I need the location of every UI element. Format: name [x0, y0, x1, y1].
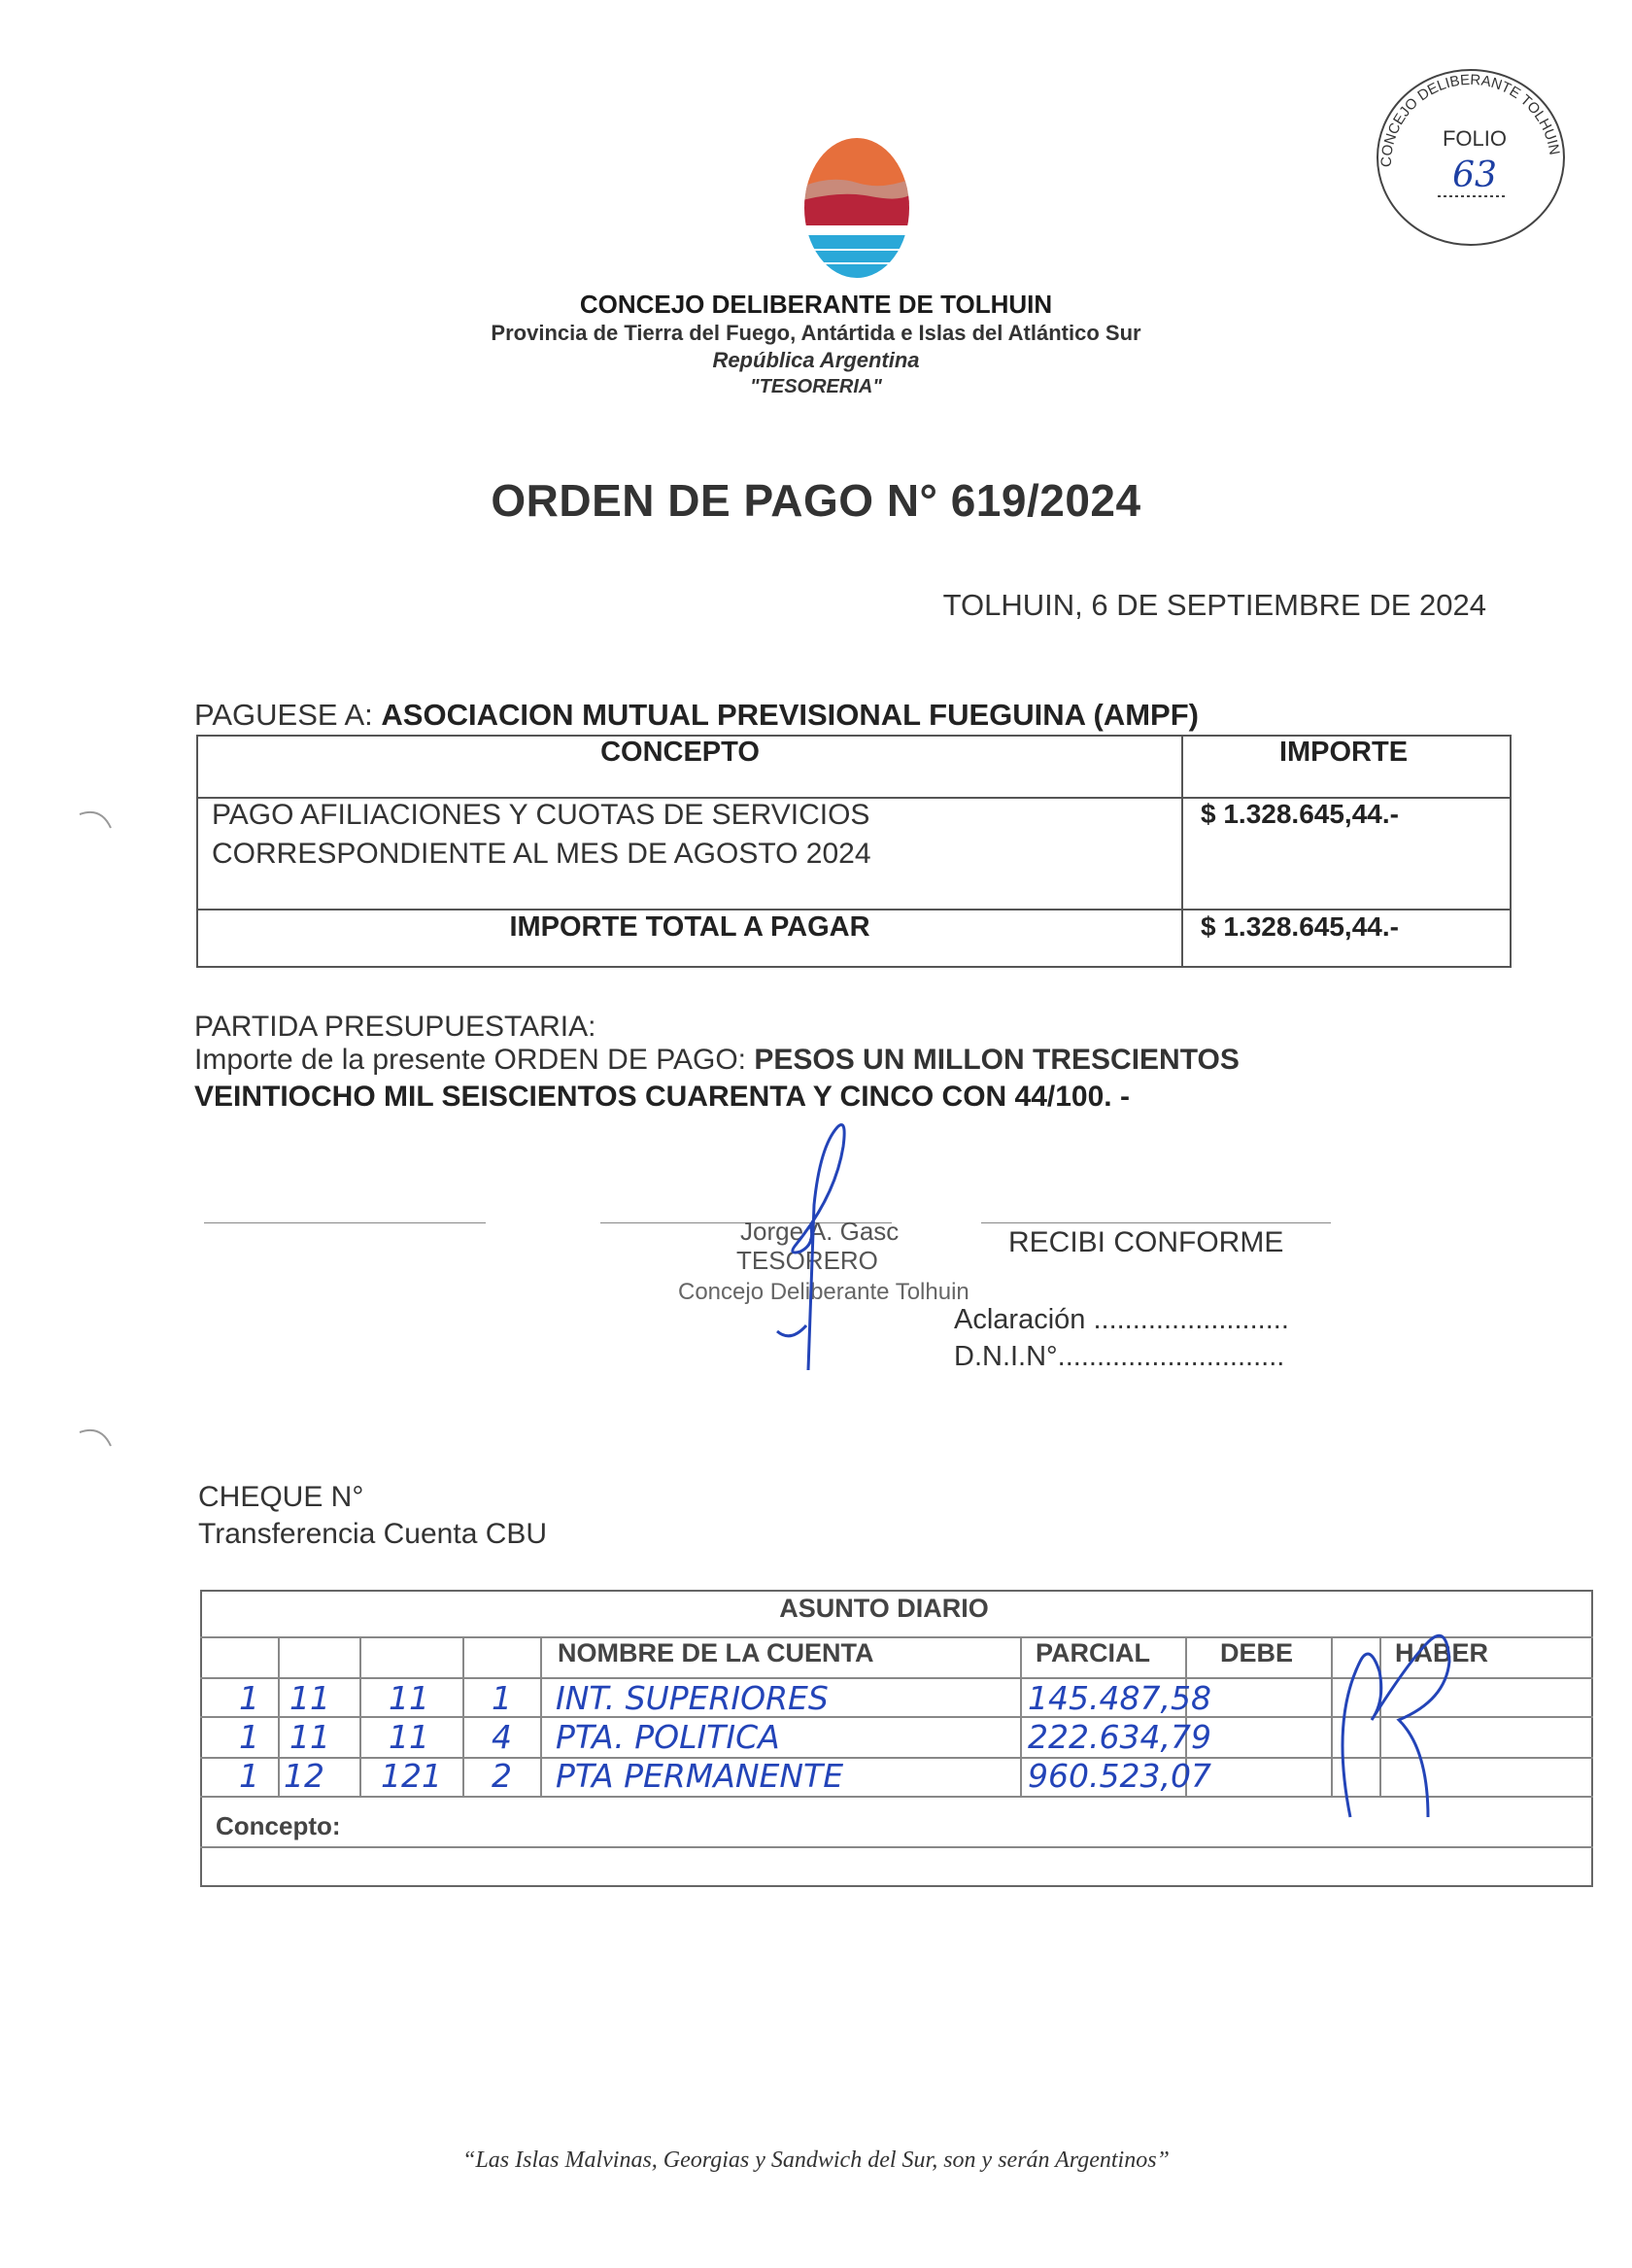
journal-code-3: 11 [389, 1718, 429, 1756]
concept-amount: $ 1.328.645,44.- [1201, 799, 1399, 829]
journal-code-3: 121 [381, 1757, 442, 1795]
concept-table-divider [196, 909, 1512, 911]
journal-code-4: 1 [492, 1679, 512, 1717]
journal-partial: 960.523,07 [1028, 1757, 1211, 1795]
journal-code-2: 11 [289, 1718, 330, 1756]
signature-stamp-name: Jorge A. Gasc [740, 1217, 900, 1246]
journal-code-1: 1 [239, 1679, 259, 1717]
council-logo [802, 136, 911, 280]
journal-code-1: 1 [239, 1757, 259, 1795]
journal-code-4: 4 [492, 1718, 512, 1756]
total-label: IMPORTE TOTAL A PAGAR [509, 911, 870, 943]
org-name: CONCEJO DELIBERANTE DE TOLHUIN [579, 290, 1053, 319]
journal-code-2: 11 [289, 1679, 330, 1717]
amount-header: IMPORTE [1278, 737, 1409, 768]
journal-col-credit: HABER [1395, 1638, 1489, 1667]
journal-code-2: 12 [284, 1757, 324, 1795]
journal-divider [200, 1846, 1593, 1848]
journal-col-debit: DEBE [1220, 1638, 1294, 1667]
journal-divider [462, 1636, 464, 1796]
cheque-label: CHEQUE N° [198, 1481, 364, 1513]
stamp-folio-number: 63 [1452, 155, 1497, 195]
scan-mark [78, 807, 117, 836]
concept-description-line1: PAGO AFILIACIONES Y CUOTAS DE SERVICIOS [212, 799, 870, 831]
signature-stamp-role: TESORERO [736, 1246, 878, 1275]
journal-divider [359, 1636, 361, 1796]
footer-motto: “Las Islas Malvinas, Georgias y Sandwich del Sur, son y serán Argentinos” [462, 2148, 1170, 2173]
received-label: RECIBI CONFORME [1008, 1226, 1284, 1258]
org-country: República Argentina [712, 348, 920, 372]
scan-mark [78, 1425, 117, 1454]
amount-in-words-line2: VEINTIOCHO MIL SEISCIENTOS CUARENTA Y CINCO CON 44/100. - [194, 1081, 1130, 1113]
payee-label: PAGUESE A: [194, 698, 382, 732]
journal-title: ASUNTO DIARIO [779, 1594, 989, 1623]
svg-text:CONCEJO DELIBERANTE TOLHUIN [1378, 72, 1563, 167]
signature-line [981, 1222, 1331, 1223]
order-date: TOLHUIN, 6 DE SEPTIEMBRE DE 2024 [942, 588, 1486, 622]
concept-header: CONCEPTO [600, 737, 760, 768]
journal-col-partial: PARCIAL [1036, 1638, 1150, 1667]
journal-account: INT. SUPERIORES [556, 1679, 829, 1717]
journal-divider [1020, 1636, 1022, 1796]
journal-partial: 222.634,79 [1028, 1718, 1211, 1756]
handwritten-initials [1321, 1603, 1515, 1827]
dni-field: D.N.I.N°............................. [954, 1341, 1285, 1372]
concept-table-divider [1181, 735, 1183, 968]
journal-col-account: NOMBRE DE LA CUENTA [558, 1638, 874, 1667]
journal-account: PTA PERMANENTE [556, 1757, 844, 1795]
journal-concept-label: Concepto: [216, 1811, 341, 1840]
stamp-ring-text: CONCEJO DELIBERANTE TOLHUIN [1377, 71, 1563, 168]
journal-code-3: 11 [389, 1679, 429, 1717]
journal-divider [278, 1636, 280, 1796]
handwritten-signature [748, 1088, 865, 1380]
payee-name: ASOCIACION MUTUAL PREVISIONAL FUEGUINA (AMPF) [381, 698, 1199, 732]
concept-description-line2: CORRESPONDIENTE AL MES DE AGOSTO 2024 [212, 838, 871, 870]
signature-stamp-org: Concejo Deliberante Tolhuin [678, 1279, 969, 1305]
clarification-field: Aclaración ......................... [954, 1304, 1289, 1335]
journal-divider [540, 1636, 542, 1796]
amount-in-words-prefix: Importe de la presente ORDEN DE PAGO: [194, 1044, 755, 1076]
org-province: Provincia de Tierra del Fuego, Antártida e Islas del Atlántico Sur [491, 321, 1141, 345]
amount-in-words-line1 [194, 1044, 1240, 1077]
payee-line [194, 698, 1199, 733]
stamp-folio-label: FOLIO [1442, 126, 1507, 151]
budget-partida: PARTIDA PRESUPUESTARIA: [194, 1011, 596, 1043]
journal-code-1: 1 [239, 1718, 259, 1756]
transfer-label: Transferencia Cuenta CBU [198, 1518, 548, 1550]
signature-line [204, 1222, 486, 1223]
total-amount: $ 1.328.645,44.- [1201, 911, 1399, 942]
amount-in-words-start: PESOS UN MILLON TRESCIENTOS [754, 1044, 1240, 1076]
order-title: ORDEN DE PAGO N° 619/2024 [491, 475, 1141, 526]
journal-partial: 145.487,58 [1028, 1679, 1211, 1717]
journal-account: PTA. POLITICA [556, 1718, 780, 1756]
journal-code-4: 2 [492, 1757, 512, 1795]
org-department: "TESORERIA" [750, 376, 882, 397]
